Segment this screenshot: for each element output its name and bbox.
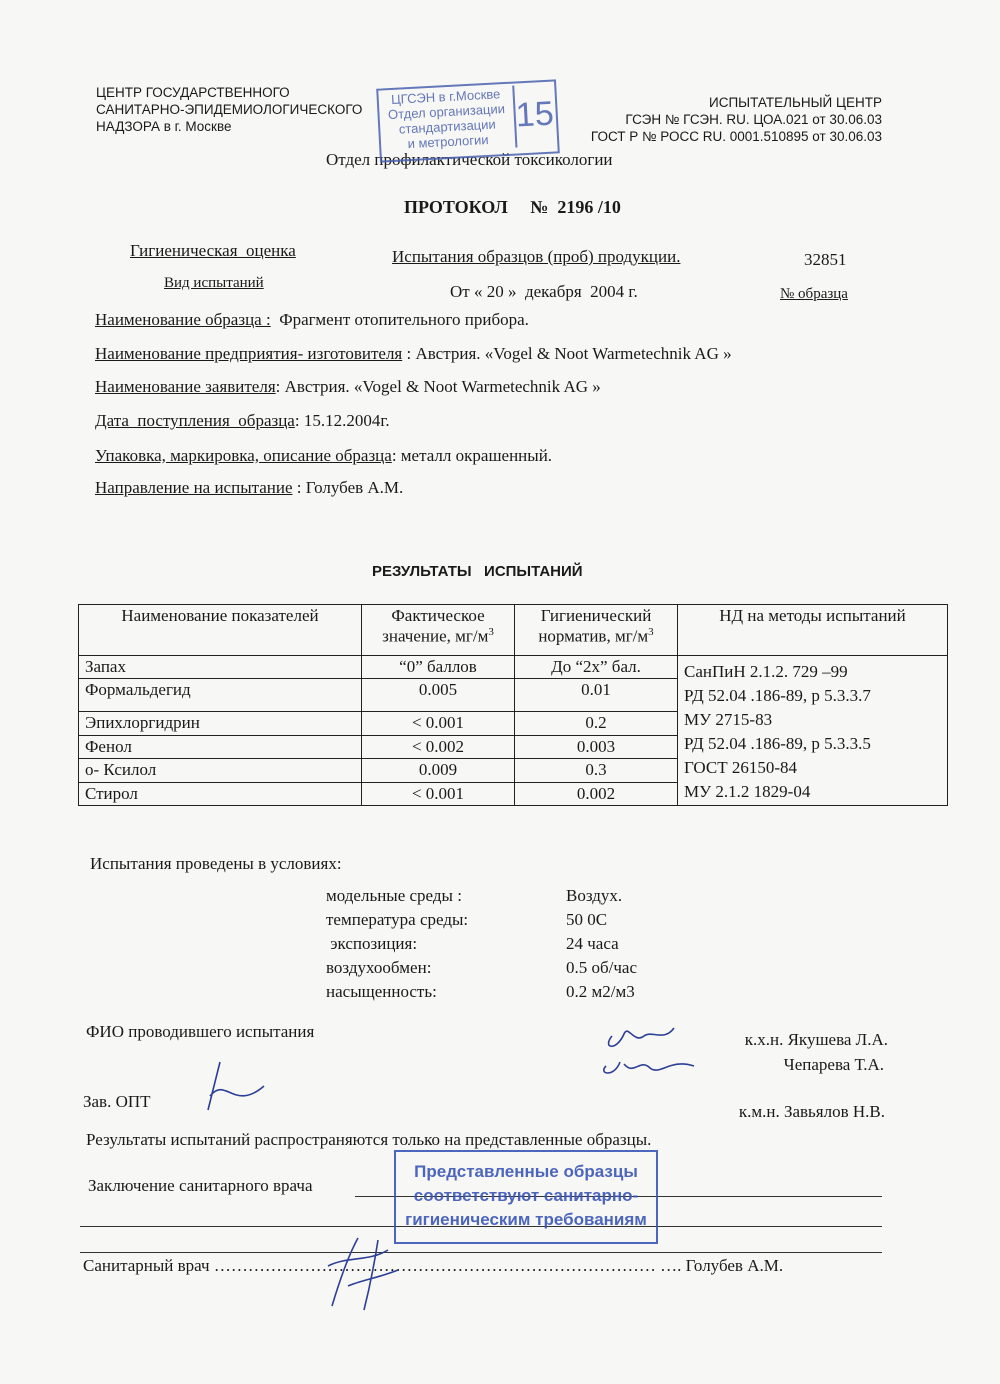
method-item: СанПиН 2.1.2. 729 –99 bbox=[684, 662, 848, 681]
org-left-line: НАДЗОРА в г. Москве bbox=[96, 119, 232, 134]
stamp-line: гигиеническим требованиям bbox=[405, 1210, 647, 1229]
sample-number: 32851 bbox=[804, 250, 847, 269]
field-value: : Австрия. «Vogel & Noot Warmetechnik AG » bbox=[402, 344, 732, 363]
sample-number-label: № образца bbox=[780, 286, 848, 302]
table-row bbox=[79, 656, 948, 679]
condition-label: воздухообмен: bbox=[326, 958, 432, 977]
row-name: Запах bbox=[79, 656, 362, 679]
stamp-line: и метрологии bbox=[407, 131, 489, 152]
head-label: Зав. ОПТ bbox=[83, 1092, 151, 1111]
org-right-header bbox=[591, 94, 882, 145]
field-value: : 15.12.2004г. bbox=[294, 411, 390, 430]
field-manufacturer bbox=[95, 344, 732, 364]
row-name: Эпихлоргидрин bbox=[79, 712, 362, 735]
results-title: РЕЗУЛЬТАТЫ ИСПЫТАНИЙ bbox=[372, 563, 583, 580]
condition-item bbox=[326, 956, 637, 980]
field-packaging bbox=[95, 446, 552, 466]
department-stamp bbox=[376, 79, 560, 162]
row-name: Стирол bbox=[79, 782, 362, 805]
tester-signature bbox=[594, 1014, 714, 1084]
protocol-title: ПРОТОКОЛ № 2196 /10 bbox=[404, 197, 621, 217]
org-left-header bbox=[96, 84, 362, 135]
stamp-number: 15 bbox=[512, 84, 555, 148]
condition-value: 0.5 об/час bbox=[566, 958, 638, 977]
tester-label: ФИО проводившего испытания bbox=[86, 1022, 315, 1041]
header-cell: Наименование показателей bbox=[79, 605, 362, 656]
org-right-line: ГОСТ Р № РОСС RU. 0001.510895 от 30.06.03 bbox=[590, 129, 882, 144]
condition-item bbox=[326, 980, 637, 1004]
methods-cell bbox=[678, 656, 948, 806]
conditions-list bbox=[326, 884, 637, 1004]
condition-value: 50 0С bbox=[566, 910, 608, 929]
results-table bbox=[78, 604, 948, 806]
doctor-dots: …………………………………………………………………… …. bbox=[213, 1256, 682, 1275]
method-item: МУ 2.1.2 1829-04 bbox=[684, 782, 811, 801]
row-norm: До “2х” бал. bbox=[515, 656, 678, 679]
conditions-title: Испытания проведены в условиях: bbox=[90, 854, 342, 873]
condition-value: Воздух. bbox=[566, 886, 623, 905]
method-item: МУ 2715-83 bbox=[684, 710, 773, 729]
row-name: Фенол bbox=[79, 735, 362, 758]
condition-item bbox=[326, 884, 637, 908]
field-label: Направление на испытание bbox=[95, 478, 293, 497]
field-value: : Австрия. «Vogel & Noot Warmetechnik AG » bbox=[275, 377, 601, 396]
field-applicant bbox=[95, 377, 601, 397]
condition-item bbox=[326, 932, 637, 956]
header-cell: НД на методы испытаний bbox=[678, 605, 948, 656]
row-actual: “0” баллов bbox=[362, 656, 515, 679]
condition-label: насыщенность: bbox=[326, 982, 437, 1001]
row-norm: 0.2 bbox=[515, 712, 678, 735]
row-actual: < 0.001 bbox=[362, 712, 515, 735]
stamp-line: Отдел организации bbox=[387, 101, 506, 123]
conclusion-label: Заключение санитарного врача bbox=[88, 1176, 313, 1195]
stamp-line: ЦГСЭН в г.Москве bbox=[390, 86, 501, 107]
condition-label: экспозиция: bbox=[326, 934, 418, 953]
tester-1: к.х.н. Якушева Л.А. bbox=[744, 1030, 888, 1049]
header-cell: Фактическое значение, $мг/м^3$ bbox=[362, 605, 515, 656]
field-label: Наименование предприятия- изготовителя bbox=[95, 344, 403, 363]
condition-value: 0.2 м2/м3 bbox=[566, 982, 635, 1001]
row-actual: < 0.002 bbox=[362, 735, 515, 758]
field-value: Фрагмент отопительного прибора. bbox=[270, 310, 529, 329]
field-label: Упаковка, маркировка, описание образца bbox=[95, 446, 392, 465]
field-referral bbox=[95, 478, 403, 498]
stamp-line: Представленные образцы bbox=[414, 1162, 638, 1181]
stamp-line: соответствуют санитарно- bbox=[413, 1186, 639, 1205]
row-norm: 0.002 bbox=[515, 782, 678, 805]
header-cell: Гигиенический норматив, $мг/м^3$ bbox=[515, 605, 678, 656]
condition-label: модельные среды : bbox=[326, 886, 462, 905]
department-title: Отдел профилактической токсикологии bbox=[326, 150, 613, 169]
method-item: ГОСТ 26150-84 bbox=[684, 758, 798, 777]
row-name: Формальдегид bbox=[79, 679, 362, 712]
field-value: : Голубев А.М. bbox=[292, 478, 404, 497]
tester-2: Чепарева Т.А. bbox=[783, 1055, 884, 1074]
org-left-line: САНИТАРНО-ЭПИДЕМИОЛОГИЧЕСКОГО bbox=[96, 102, 363, 117]
test-kind-label: Вид испытаний bbox=[164, 275, 264, 291]
row-norm: 0.3 bbox=[515, 759, 678, 782]
doctor-line bbox=[83, 1256, 783, 1276]
results-note: Результаты испытаний распространяются только на представленные образцы. bbox=[86, 1130, 652, 1149]
org-right-line: ГСЭН № ГСЭН. RU. ЦОА.021 от 30.06.03 bbox=[625, 112, 882, 127]
method-item: РД 52.04 .186-89, р 5.3.3.7 bbox=[684, 686, 871, 705]
condition-value: 24 часа bbox=[566, 934, 619, 953]
test-name: Испытания образцов (проб) продукции. bbox=[392, 247, 681, 266]
field-label: Наименование образца : bbox=[95, 310, 271, 329]
doctor-name: Голубев А.М. bbox=[685, 1256, 784, 1275]
field-label: Дата поступления образца bbox=[95, 411, 295, 430]
row-norm: 0.003 bbox=[515, 735, 678, 758]
head-signature bbox=[190, 1058, 280, 1118]
field-label: Наименование заявителя bbox=[95, 377, 276, 396]
stamp-line: стандартизации bbox=[398, 116, 497, 137]
approval-stamp bbox=[394, 1150, 658, 1244]
method-item: РД 52.04 .186-89, р 5.3.3.5 bbox=[684, 734, 871, 753]
org-left-line: ЦЕНТР ГОСУДАРСТВЕННОГО bbox=[96, 85, 290, 100]
row-actual: < 0.001 bbox=[362, 782, 515, 805]
field-sample-name bbox=[95, 310, 529, 330]
row-norm: 0.01 bbox=[515, 679, 678, 712]
condition-item bbox=[326, 908, 637, 932]
field-receipt-date bbox=[95, 411, 390, 431]
test-kind: Гигиеническая оценка bbox=[130, 241, 296, 260]
org-right-line: ИСПЫТАТЕЛЬНЫЙ ЦЕНТР bbox=[709, 95, 882, 110]
conclusion-line bbox=[80, 1252, 882, 1253]
condition-label: температура среды: bbox=[326, 910, 469, 929]
head-name: к.м.н. Завьялов Н.В. bbox=[738, 1102, 885, 1121]
protocol-date: От « 20 » декабря 2004 г. bbox=[450, 282, 638, 301]
row-actual: 0.005 bbox=[362, 679, 515, 712]
row-actual: 0.009 bbox=[362, 759, 515, 782]
table-header-row bbox=[79, 605, 948, 656]
field-value: : металл окрашенный. bbox=[391, 446, 553, 465]
row-name: о- Ксилол bbox=[79, 759, 362, 782]
doctor-signature bbox=[318, 1226, 418, 1316]
doctor-label: Санитарный врач bbox=[83, 1256, 210, 1275]
